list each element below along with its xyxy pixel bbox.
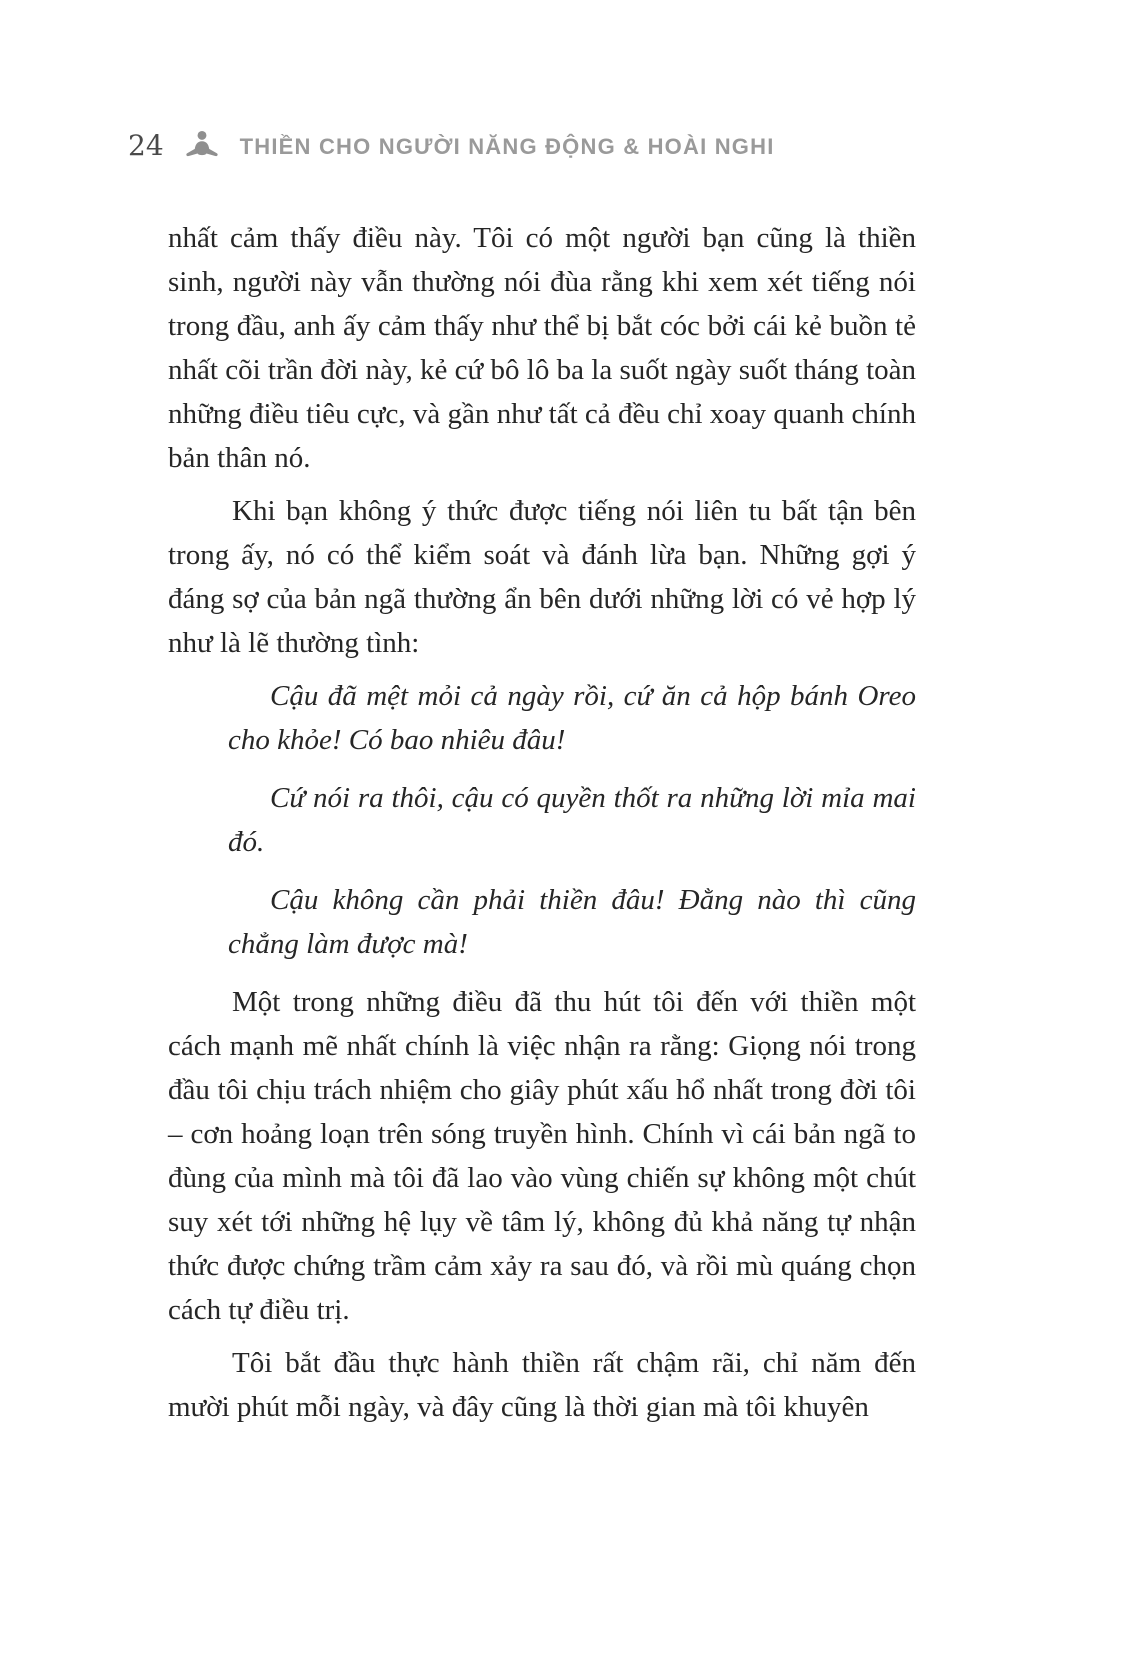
paragraph-3: Một trong những điều đã thu hút tôi đến với thiền một cách mạnh mẽ nhất chính là việc nhận ra rằng: Giọng nói trong đầu tôi chịu trách nhiệm cho giây phút xấu hổ nhất trong đời tôi – cơn hoảng loạn trên sóng truyền hình. Chính vì cái bản ngã to đùng của mình mà tôi đã lao vào vùng chiến sự không một chút suy xét tới những hệ lụy về tâm lý, không đủ khả năng tự nhận thức được chứng trầm cảm xảy ra sau đó, và rồi mù quáng chọn cách tự điều trị.	[168, 986, 916, 1326]
paragraph-4: Tôi bắt đầu thực hành thiền rất chậm rãi, chỉ năm đến mười phút mỗi ngày, và đây cũng là thời gian mà tôi khuyên	[168, 1347, 916, 1423]
page-body	[168, 216, 916, 1438]
meditation-icon	[184, 130, 220, 162]
running-head-title: THIỀN CHO NGƯỜI NĂNG ĐỘNG & HOÀI NGHI	[239, 134, 775, 159]
inner-voice-quote-3: Cậu không cần phải thiền đâu! Đằng nào thì cũng chẳng làm được mà!	[228, 884, 916, 960]
page-number: 24	[128, 129, 164, 162]
paragraph-2: Khi bạn không ý thức được tiếng nói liên tu bất tận bên trong ấy, nó có thể kiểm soát và đánh lừa bạn. Những gợi ý đáng sợ của bản ngã thường ẩn bên dưới những lời có vẻ hợp lý như là lẽ thường tình:	[168, 495, 916, 659]
inner-voice-quote-1: Cậu đã mệt mỏi cả ngày rồi, cứ ăn cả hộp bánh Oreo cho khỏe! Có bao nhiêu đâu!	[228, 680, 916, 756]
inner-voice-quote-2: Cứ nói ra thôi, cậu có quyền thốt ra những lời mỉa mai đó.	[228, 782, 916, 858]
page-header	[128, 130, 775, 162]
paragraph-1: nhất cảm thấy điều này. Tôi có một người bạn cũng là thiền sinh, người này vẫn thường nói đùa rằng khi xem xét tiếng nói trong đầu, anh ấy cảm thấy như thể bị bắt cóc bởi cái kẻ buồn tẻ nhất cõi trần đời này, kẻ cứ bô lô ba la suốt ngày suốt tháng toàn những điều tiêu cực, và gần như tất cả đều chỉ xoay quanh chính bản thân nó.	[168, 222, 916, 474]
